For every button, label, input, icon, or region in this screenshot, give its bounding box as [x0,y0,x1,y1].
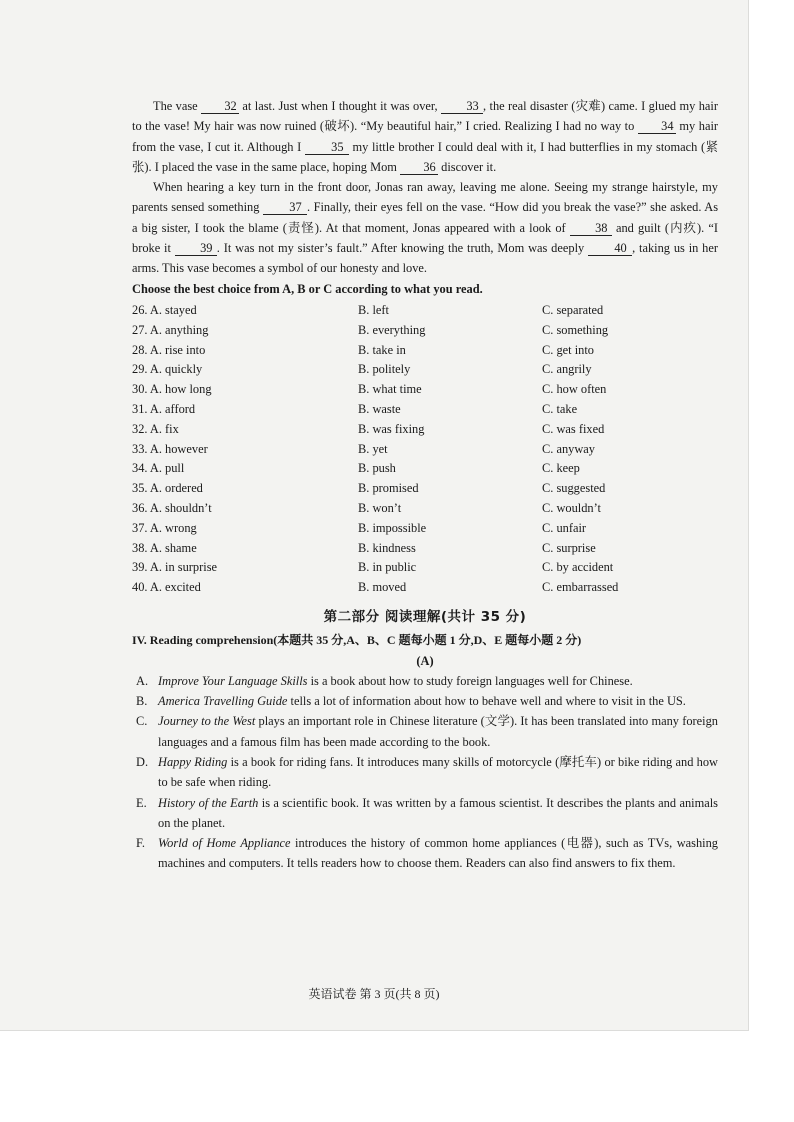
option-row: 39. A. in surprise B. in public C. by accident [132,560,614,575]
option-row: 35. A. ordered B. promised C. suggested [132,481,606,496]
blank-32: 32 [201,100,239,114]
section-heading: IV. Reading comprehension(本题共 35 分,A、B、C 题每小题 1 分,D、E 题每小题 2 分) [132,633,582,648]
blank-35: 35 [305,141,349,155]
book-item-b: B. America Travelling Guide tells a lot of information about how to behave well and where to visit in the US. [136,694,686,709]
passage-paragraph-1: The vase 32 at last. Just when I thought it was over, 33 , the real disaster (灾难) came. I glued my hair to the vase! My hair was now ruined (破坏). “My beautiful hair,” I cried. Realizing I had no way to 34 my hair from the vase, I cut it. Although I 35 my little brother I could deal with it, I had butterflies in my stomach (紧张). I placed the vase in the same place, hoping Mom 36 discover it. [132,99,719,174]
option-row: 28. A. rise into B. take in C. get into [132,342,594,357]
option-row: 36. A. shouldn’t B. won’t C. wouldn’t [132,500,601,515]
book-item-a: A. Improve Your Language Skills is a book about how to study foreign languages well for Chinese. [136,673,633,688]
page-footer: 英语试卷 第 3 页(共 8 页) [308,987,440,1001]
book-item-c: C. Journey to the West plays an important role in Chinese literature (文学). It has been translated into many foreign languages and a famous film has been made according to the book. [136,714,718,749]
passage-paragraph-2: When hearing a key turn in the front door, Jonas ran away, leaving me alone. Seeing my strange hairstyle, my parents sensed something 37 . Finally, their eyes fell on the vase. “How did you break the vase?” she asked. As a big sister, I took the blame (责怪). At that moment, Jonas appeared with a look of 38 and guilt (内疚). “I broke it 39 . It was not my sister’s fault.” After knowing the truth, Mom was deeply 40 , taking us in her arms. This vase becomes a symbol of our honesty and love. [132,180,719,276]
option-row: 37. A. wrong B. impossible C. unfair [132,520,587,535]
option-row: 34. A. pull B. push C. keep [132,461,580,476]
book-item-e: E. History of the Earth is a scientific book. It was written by a famous scientist. It describes the plants and animals on the planet. [136,795,718,830]
blank-38: 38 [570,222,612,236]
blank-34: 34 [638,120,676,134]
blank-39: 39 [175,242,217,256]
instruction-text: Choose the best choice from A, B or C according to what you read. [132,281,483,296]
option-row: 29. A. quickly B. politely C. angrily [132,362,592,377]
section-title: 第二部分 阅读理解(共计 35 分) [323,608,527,625]
blank-37: 37 [263,201,307,215]
book-item-d: D. Happy Riding is a book for riding fans. It introduces many skills of motorcycle (摩托车) or bike riding and how to be safe when riding. [136,755,718,790]
option-row: 33. A. however B. yet C. anyway [132,441,595,456]
answer-options [132,300,718,597]
blank-33: 33 [441,100,483,114]
blank-40: 40 [588,242,632,256]
option-row: 26. A. stayed B. left C. separated [132,302,604,317]
passage-label: (A) [416,653,434,668]
page-content [132,96,718,874]
book-item-f: F. World of Home Appliance introduces the history of common home appliances (电器), such as TVs, washing machines and computers. It tells readers how to choose them. Readers can also find answers to fix them. [136,836,718,871]
blank-36: 36 [400,161,438,175]
option-row: 32. A. fix B. was fixing C. was fixed [132,421,605,436]
option-row: 31. A. afford B. waste C. take [132,401,578,416]
option-row: 30. A. how long B. what time C. how often [132,382,607,397]
option-row: 38. A. shame B. kindness C. surprise [132,540,596,555]
option-row: 40. A. excited B. moved C. embarrassed [132,580,619,595]
option-row: 27. A. anything B. everything C. something [132,322,609,337]
